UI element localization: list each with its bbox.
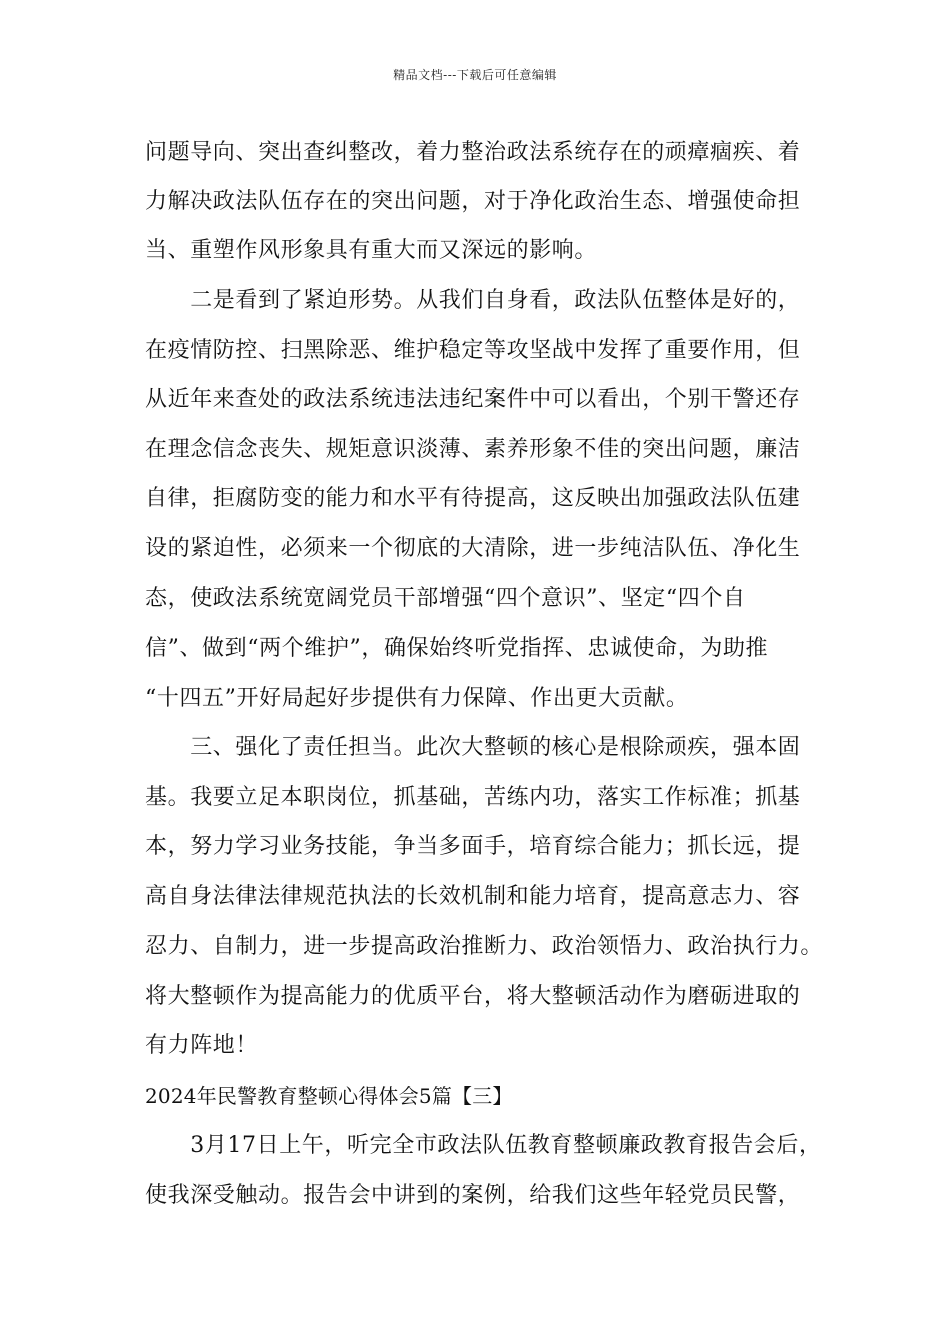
- text-line: 高自身法律法律规范执法的长效机制和能力培育，提高意志力、容: [145, 884, 801, 909]
- text-line: 力解决政法队伍存在的突出问题，对于净化政治生态、增强使命担: [145, 189, 801, 214]
- text-line: 忍力、自制力，进一步提高政治推断力、政治领悟力、政治执行力。: [145, 934, 824, 959]
- text-line: 有力阵地！: [145, 1033, 259, 1058]
- text-line: 基。我要立足本职岗位，抓基础，苦练内功，落实工作标准；抓基: [145, 785, 801, 810]
- text-line: 3月17日上午，听完全市政法队伍教育整顿廉政教育报告会后，: [145, 1133, 822, 1158]
- text-line: 三、强化了责任担当。此次大整顿的核心是根除顽疾，强本固: [145, 735, 801, 760]
- text-line: 从近年来查处的政法系统违法违纪案件中可以看出，个别干警还存: [145, 387, 801, 412]
- text-line: 二是看到了紧迫形势。从我们自身看，政法队伍整体是好的，: [145, 288, 801, 313]
- section-heading: 2024年民警教育整顿心得体会5篇【三】: [145, 1084, 513, 1108]
- text-line: 使我深受触动。报告会中讲到的案例，给我们这些年轻党员民警，: [145, 1183, 801, 1208]
- text-line: “十四五”开好局起好步提供有力保障、作出更大贡献。: [145, 686, 689, 711]
- text-line: 将大整顿作为提高能力的优质平台，将大整顿活动作为磨砺进取的: [145, 984, 801, 1009]
- text-line: 自律，拒腐防变的能力和水平有待提高，这反映出加强政法队伍建: [145, 486, 801, 511]
- text-line: 态，使政法系统宽阔党员干部增强“四个意识”、坚定“四个自: [145, 586, 746, 611]
- text-line: 信”、做到“两个维护”，确保始终听党指挥、忠诚使命，为助推: [145, 636, 769, 661]
- text-line: 在疫情防控、扫黑除恶、维护稳定等攻坚战中发挥了重要作用，但: [145, 338, 801, 363]
- text-line: 设的紧迫性，必须来一个彻底的大清除，进一步纯洁队伍、净化生: [145, 536, 801, 561]
- text-line: 当、重塑作风形象具有重大而又深远的影响。: [145, 238, 598, 263]
- text-line: 本，努力学习业务技能，争当多面手，培育综合能力；抓长远，提: [145, 834, 801, 859]
- text-line: 在理念信念丧失、规矩意识淡薄、素养形象不佳的突出问题，廉洁: [145, 437, 801, 462]
- page-header: 精品文档---下载后可任意编辑: [393, 68, 557, 82]
- text-line: 问题导向、突出查纠整改，着力整治政法系统存在的顽瘴痼疾、着: [145, 140, 801, 165]
